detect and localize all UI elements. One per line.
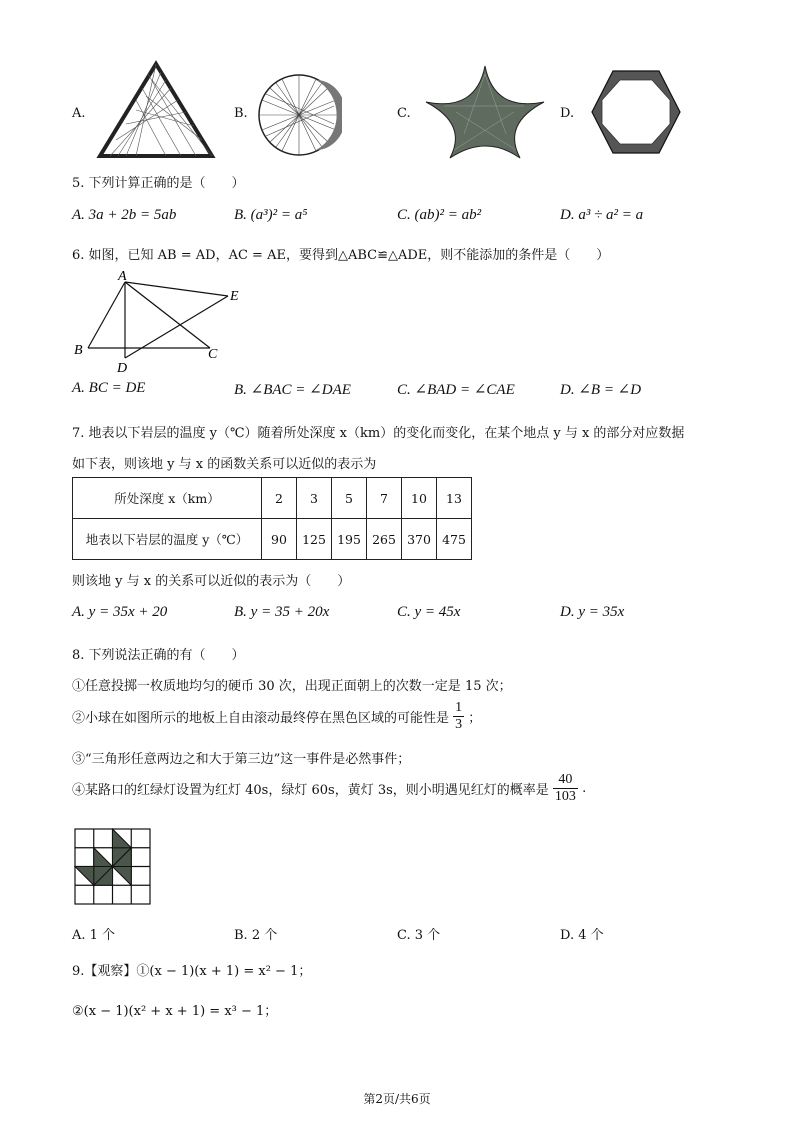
table-row-header: 所处深度 x（km） [73,478,262,519]
q6-label-e: E [230,289,239,304]
table-cell: 5 [332,478,367,519]
q4-option-a-label: A. [72,106,86,121]
q4-option-b-label: B. [234,106,248,121]
q8-statement-1: ①任意投掷一枚质地均匀的硬币 30 次，出现正面朝上的次数一定是 15 次； [72,679,512,694]
fraction-denominator: 3 [455,717,463,732]
q5-option-d: D. a³ ÷ a² = a [560,207,644,223]
table-cell: 2 [262,478,297,519]
table-cell: 90 [262,519,297,560]
q8-statement-2-text: ②小球在如图所示的地板上自由滚动最终停在黑色区域的可能性是 [72,711,450,726]
q7-option-a: A. y = 35x + 20 [72,604,168,620]
q8-statement-2 [72,700,481,733]
figure-curve-circle [256,72,342,158]
q6-option-a: A. BC = DE [72,380,146,396]
table-row-header: 地表以下岩层的温度 y（℃） [73,519,262,560]
q8-fraction-red-light [553,772,578,805]
q8-statement-4-text: ④某路口的红绿灯设置为红灯 40s，绿灯 60s，黄灯 3s，则小明遇见红灯的概率是 [72,783,549,798]
q7-option-d: D. y = 35x [560,604,625,620]
figure-curve-triangle [96,60,216,160]
page-footer: 第2页/共6页 [363,1092,431,1106]
q7-option-c: C. y = 45x [397,604,461,620]
fraction-denominator: 103 [554,789,576,804]
table-cell: 475 [437,519,472,560]
table-cell: 195 [332,519,367,560]
q9-line-2: ②(x − 1)(x² + x + 1) = x³ − 1； [72,1004,278,1019]
fraction-numerator: 1 [455,700,463,715]
figure-curve-hexagon [590,68,682,156]
q6-label-a: A [118,269,127,284]
q4-option-c-label: C. [397,106,411,121]
fraction-numerator: 40 [553,772,578,789]
q5-option-b: B. (a³)² = a⁵ [234,207,308,223]
q8-statement-4 [72,772,586,805]
q6-option-c: C. ∠BAD = ∠CAE [397,382,515,398]
q5-stem: 5. 下列计算正确的是（ ） [72,176,245,191]
table-cell: 10 [402,478,437,519]
q6-option-d: D. ∠B = ∠D [560,382,642,398]
q7-question: 则该地 y 与 x 的关系可以近似的表示为（ ） [72,574,351,589]
q6-label-d: D [117,361,128,376]
q8-floor-grid-figure [74,828,152,906]
q7-data-table [72,477,472,560]
table-cell: 7 [367,478,402,519]
q5-option-c: C. (ab)² = ab² [397,207,482,223]
table-row [73,478,472,519]
q8-stem: 8. 下列说法正确的有（ ） [72,648,245,663]
q8-option-c: C. 3 个 [397,928,441,943]
q7-stem-line2: 如下表，则该地 y 与 x 的函数关系可以近似的表示为 [72,457,377,472]
q7-option-b: B. y = 35 + 20x [234,604,330,620]
q9-line-1: 9.【观察】①(x − 1)(x + 1) = x² − 1； [72,964,312,979]
q8-option-b: B. 2 个 [234,928,278,943]
q8-fraction-one-third [453,700,464,733]
table-cell: 3 [297,478,332,519]
q5-option-a: A. 3a + 2b = 5ab [72,207,177,223]
q6-stem: 6. 如图，已知 AB = AD，AC = AE，要得到△ABC≌△ADE，则不能添加的条件是（ ） [72,248,610,263]
q6-label-c: C [208,347,218,362]
q4-option-d-label: D. [560,106,575,121]
table-cell: 125 [297,519,332,560]
q6-triangle-figure [70,266,260,376]
q8-statement-4-end: . [582,781,587,796]
figure-curve-star [424,64,546,160]
table-cell: 265 [367,519,402,560]
table-cell: 13 [437,478,472,519]
table-row [73,519,472,560]
q8-statement-2-end: ； [468,711,482,726]
q7-stem-line1: 7. 地表以下岩层的温度 y（℃）随着所处深度 x（km）的变化而变化，在某个地点 y 与 x 的部分对应数据 [72,426,685,441]
q6-label-b: B [74,343,83,358]
q8-statement-3: ③“三角形任意两边之和大于第三边”这一事件是必然事件； [72,752,411,767]
table-cell: 370 [402,519,437,560]
q8-option-a: A. 1 个 [72,928,116,943]
q6-option-b: B. ∠BAC = ∠DAE [234,382,351,398]
q8-option-d: D. 4 个 [560,928,604,943]
